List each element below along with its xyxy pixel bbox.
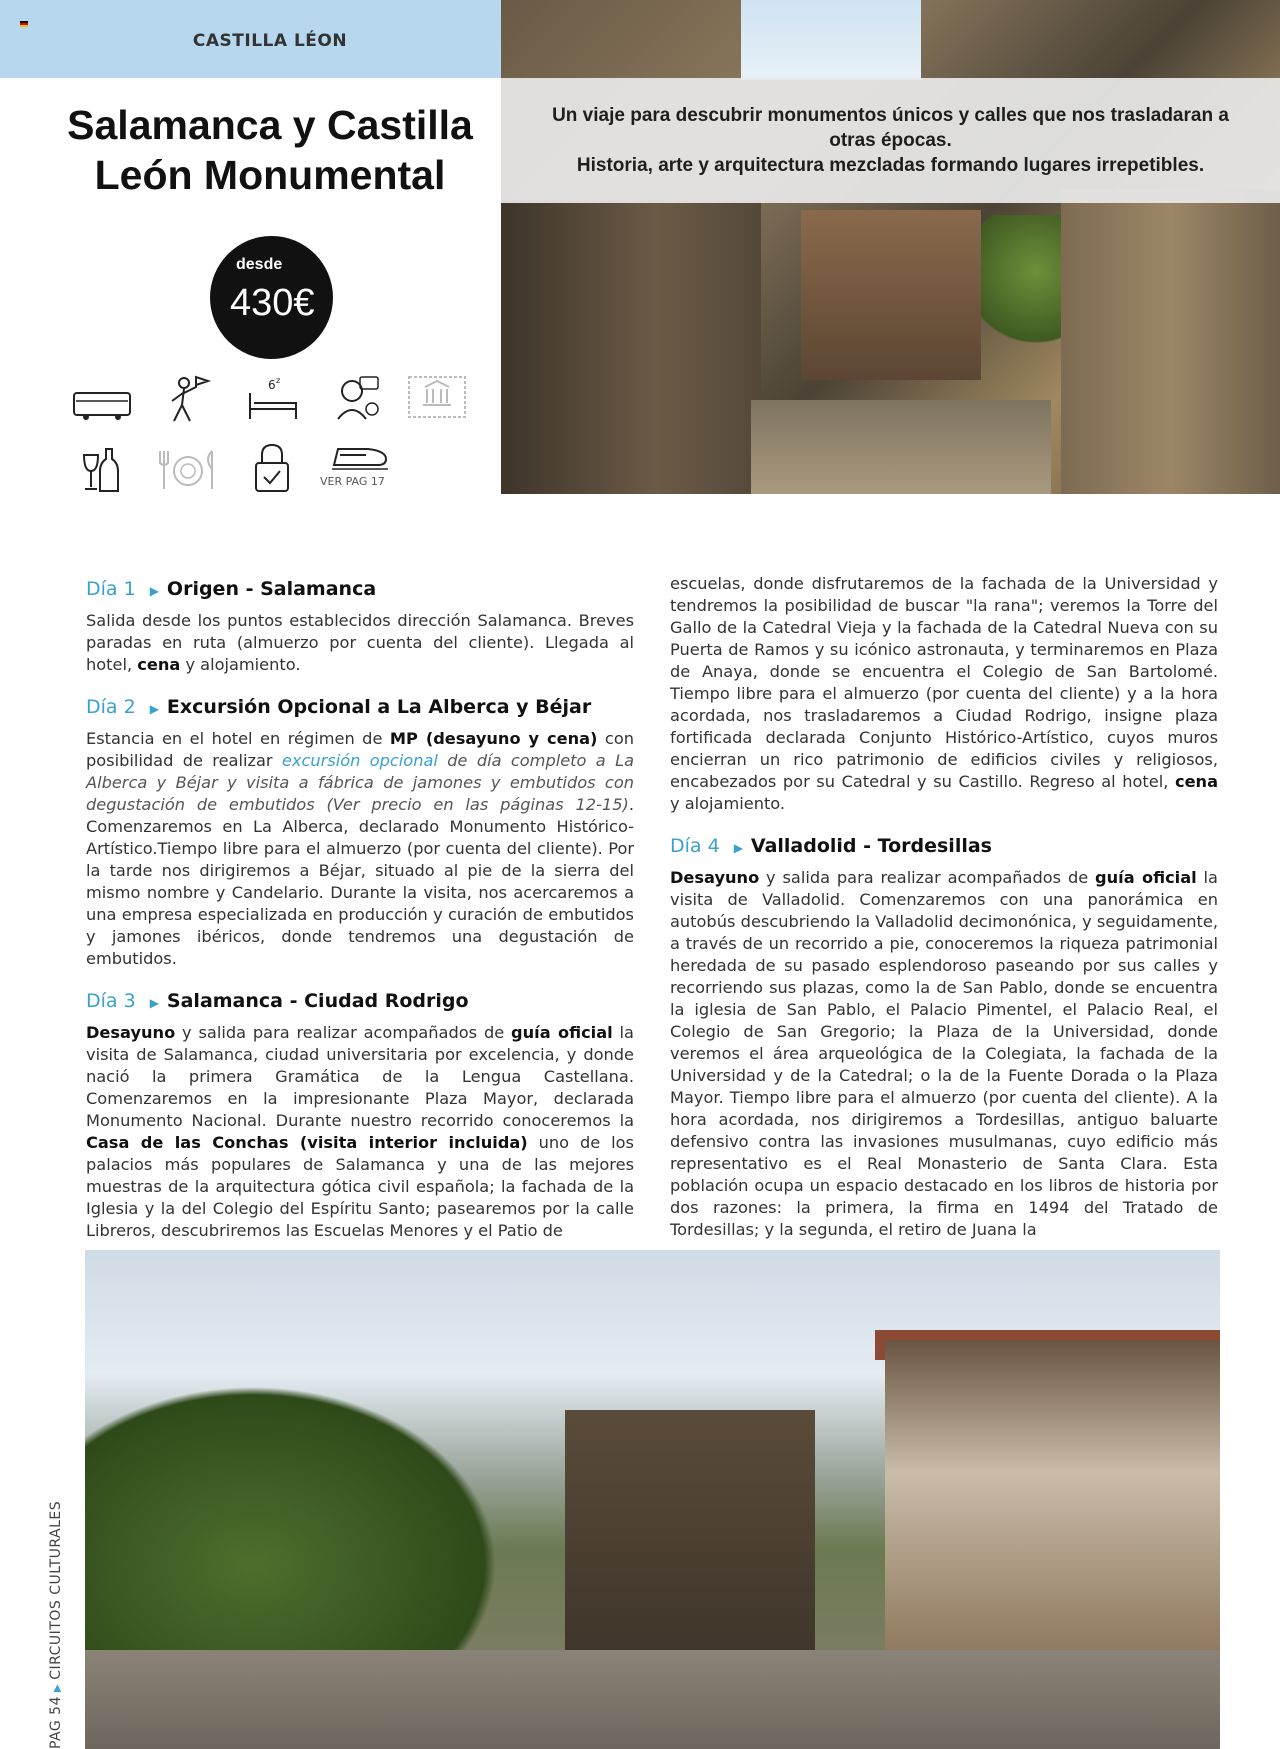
- flag-icon: [20, 21, 28, 27]
- svg-text:z: z: [276, 376, 281, 385]
- meal-icon: [156, 445, 220, 497]
- day-title: Valladolid - Tordesillas: [750, 835, 992, 857]
- day-title: Excursión Opcional a La Alberca y Béjar: [166, 696, 592, 718]
- price-value: [230, 282, 315, 325]
- title-line-2: León Monumental: [94, 152, 446, 198]
- day-4-heading: [670, 833, 1218, 861]
- title-line-1: Salamanca y Castilla: [67, 102, 473, 148]
- day-number: Día 2: [86, 696, 136, 718]
- tagline-line-1: Un viaje para descubrir monumentos únicos y calles que nos trasladaran a otras épocas.: [552, 105, 1229, 151]
- day-3-text: Desayuno y salida para realizar acompañados de guía oficial la visita de Salamanca, ciudad universitaria por excelencia, y donde nació la primera Gramática de la Lengua Castellana. Comenzaremos en la impresionante Plaza Mayor, declarada Monumento Nacional. Durante nuestro recorrido conoceremos la Casa de las Conchas (visita interior incluida) uno de los palacios más populares de Salamanca y una de las mejores muestras de la arquitectura gótica civil española; la fachada de la Iglesia y la del Colegio del Espíritu Santo; pasearemos por la calle Libreros, descubriremos las Escuelas Menores y el Patio de: [86, 1023, 634, 1240]
- price-amount: 430: [230, 282, 294, 324]
- day-2-text: Estancia en el hotel en régimen de MP (desayuno y cena) con posibilidad de realizar excursión opcional de día completo a La Alberca y Béjar y visita a fábrica de jamones y embutidos con degustación de embutidos (Ver precio en las páginas 12-15). Comenzaremos en La Alberca, declarado Monumento Histórico-Artístico.Tiempo libre para el almuerzo (por cuenta del cliente). Por la tarde nos dirigiremos a Béjar, situado al pie de la sierra del mismo nombre y Candelario. Durante la visita, nos acercaremos a una empresa especializada en producción y curación de embutidos y jamones ibéricos, donde tendremos una degustación de embutidos.: [86, 729, 635, 968]
- section-name: CIRCUITOS CULTURALES: [48, 1500, 64, 1680]
- day-4-text: Desayuno y salida para realizar acompañados de guía oficial la visita de Valladolid. Comenzaremos con una panorámica en autobús descubriendo la Valladolid decimonónica, y seguidamente, a través de un recorrido a pie, conoceremos la riqueza patrimonial heredada de su pasado esplendoroso paseando por sus calles y recorriendo sus plazas, como la de San Pablo, donde se encuentra la iglesia de San Pablo, el Palacio Pimentel, el Palacio Real, el Colegio de San Gregorio; la Plaza de la Universidad, donde veremos el área arqueológica de la Colegiata, la fachada de la Universidad y de la Catedral; o la de la Fuente Dorada o la Plaza Mayor. Tiempo libre para el almuerzo (por cuenta del cliente). A la hora acordada, nos dirigiremos a Tordesillas, antiguo baluarte defensivo contra las invasiones musulmanas, cuyo edificio más representativo es el Real Monasterio de Santa Clara. Esta población ocupa un espacio destacado en los libros de historia por dos razones: la primera, la firma en 1494 del Tratado de Tordesillas; y la segunda, el retiro de Juana la: [670, 868, 1218, 1239]
- day-3-heading: [86, 988, 634, 1016]
- day-1-heading: [86, 576, 634, 604]
- arrow-icon: ▶: [149, 702, 159, 716]
- guide-icon: [156, 373, 220, 425]
- day-title: Origen - Salamanca: [166, 578, 377, 600]
- secure-lock-icon: [242, 443, 306, 495]
- arrow-icon: ▶: [149, 996, 159, 1010]
- day-2-heading: [86, 694, 634, 722]
- svg-text:6: 6: [268, 378, 276, 392]
- right-column: [670, 573, 1218, 1241]
- day-title: Salamanca - Ciudad Rodrigo: [166, 990, 469, 1012]
- arrow-icon: ▶: [733, 841, 743, 855]
- assistant-icon: [328, 373, 392, 425]
- train-icon: [328, 443, 392, 471]
- left-column: [86, 576, 634, 1242]
- day-number: Día 1: [86, 578, 136, 600]
- hero-photo: [501, 0, 1280, 494]
- region-label: CASTILLA LÉON: [192, 31, 348, 51]
- arrow-icon: ▶: [149, 584, 159, 598]
- ver-pag-label: VER PAG 17: [320, 475, 385, 488]
- page-number: PAG 54: [48, 1696, 64, 1749]
- price-badge: [210, 236, 333, 359]
- village-photo: [85, 1250, 1220, 1749]
- wine-icon: [70, 445, 134, 497]
- monument-ticket-icon: [405, 373, 469, 425]
- optional-excursion-link[interactable]: excursión opcional: [281, 751, 438, 770]
- arrow-icon: ▶: [52, 1683, 63, 1692]
- day-number: Día 4: [670, 835, 720, 857]
- hotel-bed-icon: [242, 373, 306, 425]
- tagline: [501, 78, 1280, 203]
- bus-icon: [70, 379, 134, 431]
- day-number: Día 3: [86, 990, 136, 1012]
- page-title: [60, 100, 480, 200]
- tagline-line-2: Historia, arte y arquitectura mezcladas formando lugares irrepetibles.: [576, 155, 1205, 176]
- price-from-label: desde: [236, 256, 283, 273]
- page-footer: [48, 1501, 64, 1749]
- day-1-text: Salida desde los puntos establecidos dirección Salamanca. Breves paradas en ruta (almuerzo por cuenta del cliente). Llegada al hotel, cena y alojamiento.: [86, 611, 634, 674]
- price-currency: €: [293, 282, 315, 324]
- day-3-continued-text: escuelas, donde disfrutaremos de la fachada de la Universidad y tendremos la posibilidad de buscar "la rana"; veremos la Torre del Gallo de la Catedral Vieja y la fachada de la Catedral Nueva con su Puerta de Ramos y su icónico astronauta, y terminaremos en Plaza de Anaya, donde se encuentra el Colegio de San Bartolomé. Tiempo libre para el almuerzo (por cuenta del cliente) y a la hora acordada, nos trasladaremos a Ciudad Rodrigo, insigne plaza fortificada declarada Conjunto Histórico-Artístico, cuyos muros encierran un rico patrimonio de edificios civiles y religiosos, encabezados por su Catedral y su Castillo. Regreso al hotel, cena y alojamiento.: [670, 574, 1218, 813]
